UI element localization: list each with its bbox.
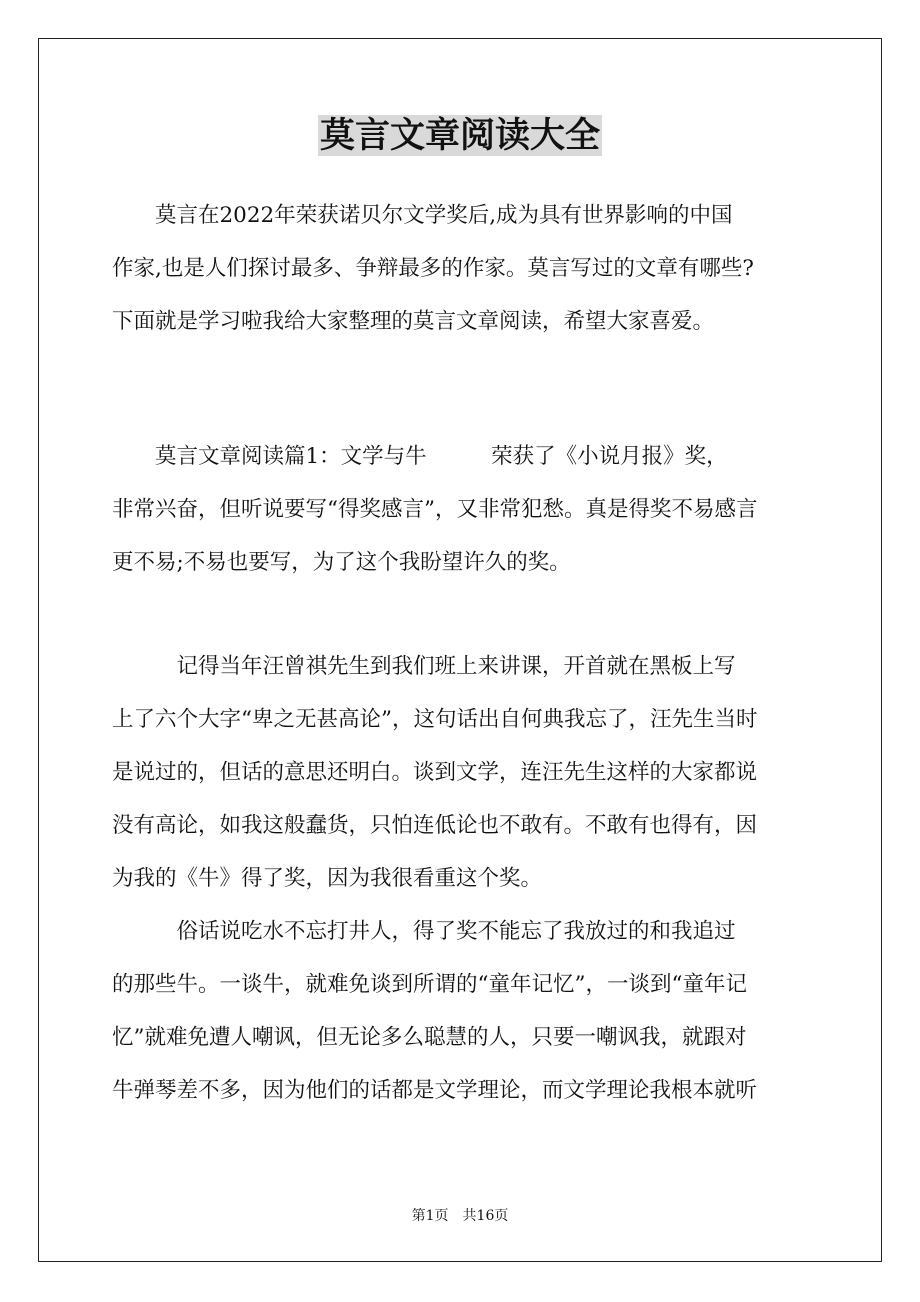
paragraph-wang-zengqi (112, 640, 808, 905)
paragraph-line: 没有高论，如我这般蠢货，只怕连低论也不敢有。不敢有也得有，因 (112, 813, 758, 838)
document-title (0, 112, 920, 160)
document-title-text: 莫言文章阅读大全 (319, 115, 600, 156)
paragraph-line: 牛弹琴差不多，因为他们的话都是文学理论，而文学理论我根本就听 (112, 1078, 758, 1103)
paragraph-line: 作家,也是人们探讨最多、争辩最多的作家。莫言写过的文章有哪些? (112, 256, 754, 281)
paragraph-line: 是说过的，但话的意思还明白。谈到文学，连汪先生这样的大家都说 (112, 760, 758, 785)
page-footer: 第1页 共16页 (411, 1208, 509, 1224)
paragraph-intro (112, 189, 808, 348)
paragraph-line: 为我的《牛》得了奖，因为我很看重这个奖。 (112, 866, 543, 891)
paragraph-line: 更不易;不易也要写，为了这个我盼望许久的奖。 (112, 550, 571, 575)
paragraph-line: 下面就是学习啦我给大家整理的莫言文章阅读，希望大家喜爱。 (112, 309, 715, 334)
paragraph-line: 莫言文章阅读篇1：文学与牛 荣获了《小说月报》奖， (112, 444, 728, 469)
paragraph-line: 上了六个大字“卑之无甚高论”，这句话出自何典我忘了，汪先生当时 (112, 707, 758, 732)
paragraph-cattle (112, 905, 808, 1117)
paragraph-line: 俗话说吃水不忘打井人，得了奖不能忘了我放过的和我追过 (112, 919, 736, 944)
paragraph-line: 记得当年汪曾祺先生到我们班上来讲课，开首就在黑板上写 (112, 654, 736, 679)
paragraph-line: 莫言在2022年荣获诺贝尔文学奖后,成为具有世界影响的中国 (112, 203, 733, 228)
paragraph-line: 非常兴奋，但听说要写“得奖感言”，又非常犯愁。真是得奖不易感言 (112, 497, 758, 522)
paragraph-line: 的那些牛。一谈牛，就难免谈到所谓的“童年记忆”，一谈到“童年记 (112, 972, 747, 997)
paragraph-article-heading (112, 430, 808, 589)
paragraph-line: 忆”就难免遭人嘲讽，但无论多么聪慧的人，只要一嘲讽我，就跟对 (112, 1025, 747, 1050)
